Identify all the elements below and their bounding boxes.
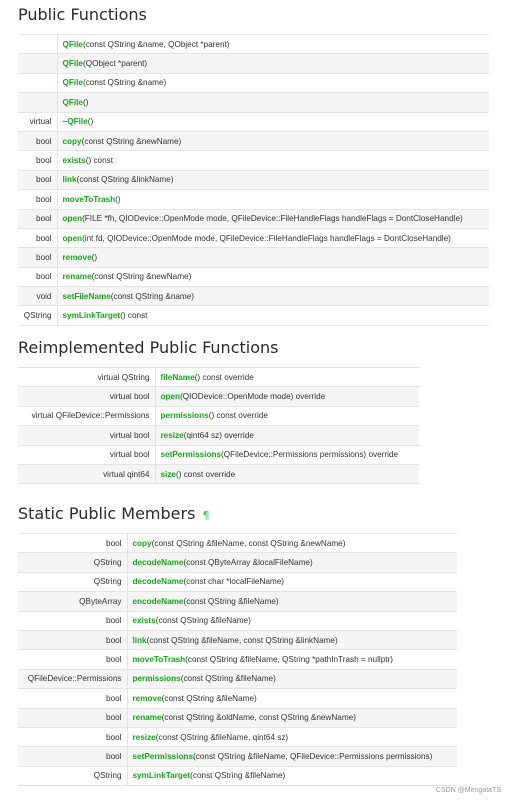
function-signature: [57, 93, 489, 112]
parameter-list: (qint64 sz) override: [183, 430, 254, 440]
parameter-list: (FILE *fh, QIODevice::OpenMode mode, QFileDevice::FileHandleFlags handleFlags = DontCloseHandle): [82, 214, 463, 224]
function-signature: [127, 708, 457, 727]
parameter-list: (const QByteArray &localFileName): [183, 558, 313, 568]
table-row: [18, 708, 457, 727]
section-title: [18, 504, 210, 523]
function-link[interactable]: setFileName: [62, 291, 111, 301]
parameter-list: () const override: [194, 372, 254, 382]
function-signature: [57, 35, 489, 54]
parameter-list: (QIODevice::OpenMode mode) override: [180, 392, 326, 402]
table-row: [18, 406, 419, 425]
table-row: [18, 464, 419, 483]
return-type: [18, 73, 57, 92]
table-row: [18, 73, 489, 92]
parameter-list: (const QString &name): [110, 291, 195, 301]
function-signature: [155, 426, 419, 445]
table-row: [18, 689, 457, 708]
parameter-list: (const QString &fileName, qint64 sz): [155, 732, 289, 742]
return-type: virtual QString: [18, 368, 155, 387]
parameter-list: (const char *localFileName): [183, 577, 285, 587]
function-link[interactable]: moveToTrash: [62, 194, 116, 204]
table-row: [18, 151, 489, 170]
function-signature: [127, 689, 457, 708]
function-signature: [155, 368, 419, 387]
return-type: bool: [18, 689, 127, 708]
table-row: [18, 35, 489, 54]
function-link[interactable]: encodeName: [132, 596, 184, 606]
table-row: [18, 228, 489, 247]
function-link[interactable]: resize: [132, 732, 156, 742]
function-link[interactable]: moveToTrash: [132, 655, 186, 665]
table-row: [18, 368, 419, 387]
table-row: [18, 131, 489, 150]
function-signature: [127, 747, 457, 766]
parameter-list: (const QString &linkName): [76, 175, 174, 185]
function-link[interactable]: exists: [132, 616, 156, 626]
parameter-list: (const QString &oldName, const QString &newName): [161, 713, 356, 723]
return-type: bool: [18, 650, 127, 669]
function-signature: [57, 248, 489, 267]
function-signature: [57, 131, 489, 150]
table-row: [18, 766, 457, 785]
parameter-list: (QFileDevice::Permissions permissions) override: [221, 450, 399, 460]
table-row: [18, 248, 489, 267]
return-type: bool: [18, 228, 57, 247]
function-link[interactable]: QFile: [62, 97, 83, 107]
function-link[interactable]: copy: [132, 538, 152, 548]
return-type: bool: [18, 170, 57, 189]
return-type: virtual bool: [18, 387, 155, 406]
static-members-table: [18, 533, 457, 786]
function-link[interactable]: setPermissions: [132, 751, 194, 761]
return-type: virtual QFileDevice::Permissions: [18, 406, 155, 425]
function-signature: [57, 73, 489, 92]
public-functions-table: [18, 34, 489, 326]
function-link[interactable]: QFile: [62, 39, 83, 49]
parameter-list: (const QString &fileName, const QString &newName): [151, 538, 346, 548]
parameter-list: (const QString &fileName): [155, 616, 251, 626]
return-type: bool: [18, 611, 127, 630]
function-link[interactable]: open: [62, 214, 83, 224]
section-title: [18, 5, 147, 24]
function-link[interactable]: decodeName: [132, 558, 184, 568]
return-type: QFileDevice::Permissions: [18, 669, 127, 688]
function-signature: [57, 170, 489, 189]
parameter-list: (const QString &name, QObject *parent): [82, 39, 230, 49]
table-row: [18, 534, 457, 553]
return-type: bool: [18, 131, 57, 150]
function-signature: [127, 727, 457, 746]
table-row: [18, 727, 457, 746]
parameter-list: (const QString &newName): [91, 272, 192, 282]
return-type: bool: [18, 151, 57, 170]
function-link[interactable]: setPermissions: [160, 450, 222, 460]
return-type: bool: [18, 727, 127, 746]
function-signature: [57, 267, 489, 286]
function-signature: [127, 611, 457, 630]
return-type: [18, 35, 57, 54]
function-signature: [57, 151, 489, 170]
table-row: [18, 287, 489, 306]
return-type: bool: [18, 747, 127, 766]
return-type: virtual bool: [18, 445, 155, 464]
parameter-list: (const QString &name): [82, 78, 167, 88]
function-signature: [127, 572, 457, 591]
parameter-list: (const QString &fileName): [161, 693, 257, 703]
table-row: [18, 669, 457, 688]
table-row: [18, 306, 489, 325]
function-link[interactable]: rename: [62, 272, 92, 282]
table-row: [18, 267, 489, 286]
function-signature: [127, 669, 457, 688]
function-link[interactable]: QFile: [62, 78, 83, 88]
parameter-list: (const QString &fileName): [180, 674, 276, 684]
return-type: bool: [18, 630, 127, 649]
watermark: CSDN @MengataTS: [435, 787, 501, 794]
function-link[interactable]: permissions: [132, 674, 181, 684]
function-signature: [127, 650, 457, 669]
function-link[interactable]: open: [160, 392, 181, 402]
table-row: [18, 112, 489, 131]
table-row: [18, 190, 489, 209]
function-link[interactable]: size: [160, 469, 176, 479]
function-signature: [127, 592, 457, 611]
function-signature: [57, 190, 489, 209]
function-link[interactable]: remove: [132, 693, 162, 703]
table-row: [18, 553, 457, 572]
function-signature: [57, 306, 489, 325]
parameter-list: (int fd, QIODevice::OpenMode mode, QFileDevice::FileHandleFlags handleFlags = DontCloseHandle): [82, 233, 451, 243]
return-type: QString: [18, 306, 57, 325]
parameter-list: (const QString &fileName): [183, 596, 279, 606]
parameter-list: (const QString &fileName, const QString &linkName): [146, 635, 338, 645]
table-row: [18, 170, 489, 189]
function-link[interactable]: fileName: [160, 372, 195, 382]
function-link[interactable]: symLinkTarget: [62, 311, 121, 321]
function-signature: [155, 387, 419, 406]
function-link[interactable]: link: [62, 175, 77, 185]
parameter-list: (const QString &fileName, QString *pathInTrash = nullptr): [185, 655, 394, 665]
table-row: [18, 611, 457, 630]
return-type: bool: [18, 534, 127, 553]
function-signature: [127, 553, 457, 572]
return-type: bool: [18, 190, 57, 209]
parameter-list: () const: [120, 311, 148, 321]
parameter-list: (QObject *parent): [82, 59, 148, 69]
function-signature: [127, 630, 457, 649]
section-title: [18, 338, 278, 357]
function-link[interactable]: link: [132, 635, 147, 645]
function-link[interactable]: copy: [62, 136, 82, 146]
table-row: [18, 630, 457, 649]
return-type: QByteArray: [18, 592, 127, 611]
table-row: [18, 209, 489, 228]
table-row: [18, 747, 457, 766]
table-row: [18, 572, 457, 591]
function-signature: [57, 287, 489, 306]
function-link[interactable]: decodeName: [132, 577, 184, 587]
parameter-list: () const override: [175, 469, 236, 479]
return-type: bool: [18, 708, 127, 727]
return-type: virtual: [18, 112, 57, 131]
parameter-list: (): [91, 252, 98, 262]
return-type: QString: [18, 572, 127, 591]
parameter-list: (): [87, 117, 94, 127]
return-type: bool: [18, 209, 57, 228]
return-type: QString: [18, 766, 127, 785]
section-title-text: Public Functions: [18, 5, 147, 24]
pilcrow-icon[interactable]: ¶: [202, 509, 210, 522]
table-row: [18, 592, 457, 611]
function-link[interactable]: QFile: [62, 59, 83, 69]
parameter-list: (const QString &fileName): [190, 771, 286, 781]
reimplemented-functions-table: [18, 367, 419, 484]
return-type: void: [18, 287, 57, 306]
table-row: [18, 650, 457, 669]
return-type: QString: [18, 553, 127, 572]
function-link[interactable]: remove: [62, 252, 92, 262]
section-title-text: Reimplemented Public Functions: [18, 338, 279, 357]
function-signature: [57, 112, 489, 131]
parameter-list: (const QString &newName): [81, 136, 182, 146]
function-signature: [57, 228, 489, 247]
parameter-list: () const: [85, 156, 114, 166]
table-row: [18, 54, 489, 73]
function-signature: [127, 534, 457, 553]
section-title-text: Static Public Members: [18, 504, 196, 523]
return-type: [18, 54, 57, 73]
table-row: [18, 387, 419, 406]
function-signature: [155, 406, 419, 425]
parameter-list: (): [82, 97, 89, 107]
function-signature: [127, 766, 457, 785]
return-type: virtual qint64: [18, 464, 155, 483]
function-signature: [57, 54, 489, 73]
function-link[interactable]: ~QFile: [62, 117, 88, 127]
return-type: bool: [18, 248, 57, 267]
return-type: bool: [18, 267, 57, 286]
function-link[interactable]: open: [62, 233, 83, 243]
function-signature: [155, 464, 419, 483]
parameter-list: (const QString &fileName, QFileDevice::Permissions permissions): [193, 751, 433, 761]
function-link[interactable]: symLinkTarget: [132, 771, 191, 781]
function-link[interactable]: rename: [132, 713, 162, 723]
table-row: [18, 445, 419, 464]
function-signature: [155, 445, 419, 464]
function-link[interactable]: resize: [160, 430, 184, 440]
parameter-list: (): [115, 194, 121, 204]
function-link[interactable]: permissions: [160, 411, 209, 421]
function-link[interactable]: exists: [62, 156, 86, 166]
return-type: [18, 93, 57, 112]
function-signature: [57, 209, 489, 228]
return-type: virtual bool: [18, 426, 155, 445]
table-row: [18, 93, 489, 112]
parameter-list: () const override: [208, 411, 268, 421]
table-row: [18, 426, 419, 445]
